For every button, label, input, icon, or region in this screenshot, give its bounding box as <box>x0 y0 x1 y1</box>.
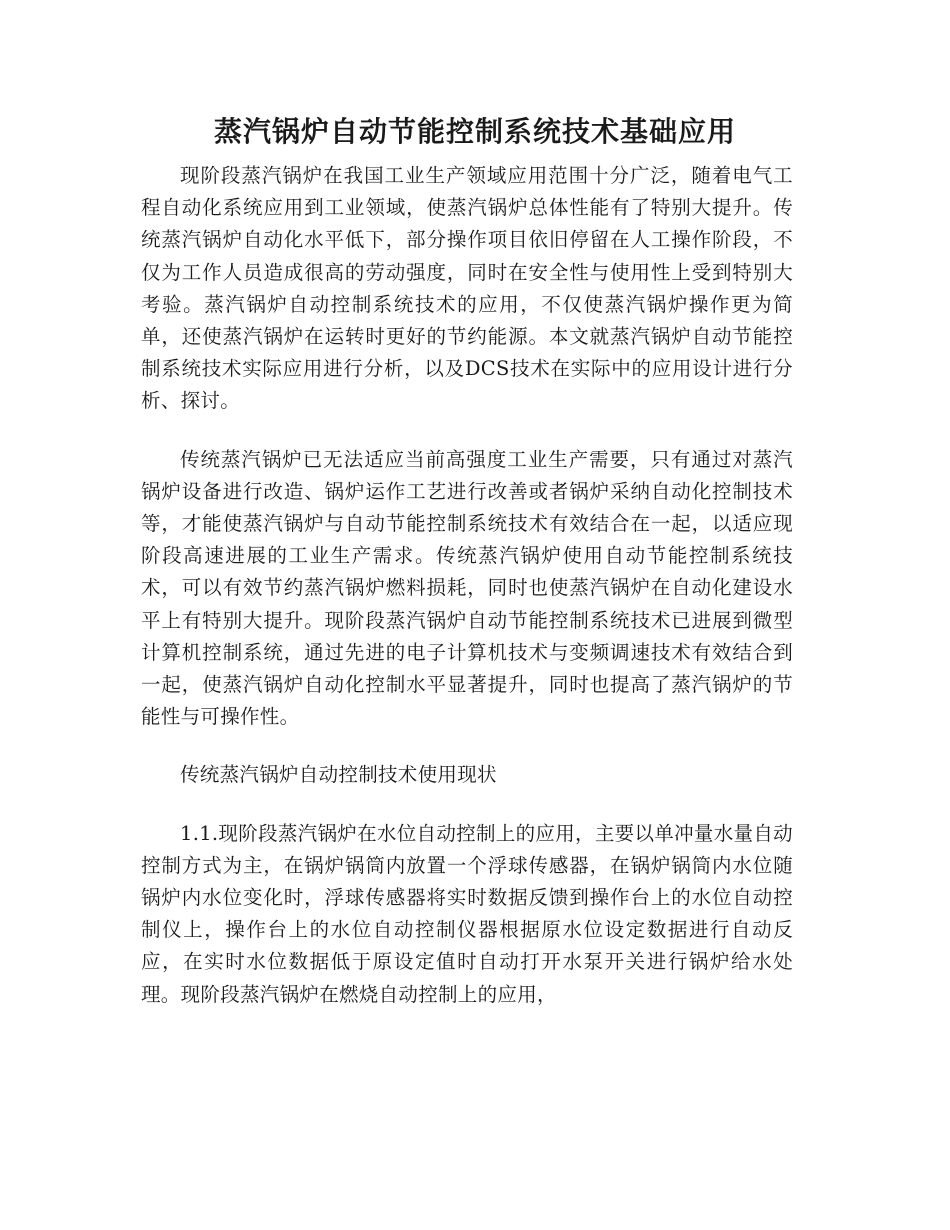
paragraph-intro: 现阶段蒸汽锅炉在我国工业生产领域应用范围十分广泛，随着电气工程自动化系统应用到工业领域，使蒸汽锅炉总体性能有了特别大提升。传统蒸汽锅炉自动化水平低下，部分操作项目依旧停留在人工操作阶段，不仅为工作人员造成很高的劳动强度，同时在安全性与使用性上受到特别大考验。蒸汽锅炉自动控制系统技术的应用，不仅使蒸汽锅炉操作更为简单，还使蒸汽锅炉在运转时更好的节约能源。本文就蒸汽锅炉自动节能控制系统技术实际应用进行分析，以及DCS技术在实际中的应用设计进行分析、探讨。 <box>141 164 793 413</box>
section-heading: 传统蒸汽锅炉自动控制技术使用现状 <box>180 763 497 787</box>
paragraph-water-level: 1.1.现阶段蒸汽锅炉在水位自动控制上的应用，主要以单冲量水量自动控制方式为主，在锅炉锅筒内放置一个浮球传感器，在锅炉锅筒内水位随锅炉内水位变化时，浮球传感器将实时数据反馈到操作台上的水位自动控制仪上，操作台上的水位自动控制仪器根据原水位设定数据进行自动反应，在实时水位数据低于原设定值时自动打开水泵开关进行锅炉给水处理。现阶段蒸汽锅炉在燃烧自动控制上的应用， <box>141 821 793 1006</box>
document-title: 蒸汽锅炉自动节能控制系统技术基础应用 <box>213 115 736 148</box>
document-body <box>141 160 793 1011</box>
paragraph-traditional: 传统蒸汽锅炉已无法适应当前高强度工业生产需要，只有通过对蒸汽锅炉设备进行改造、锅炉运作工艺进行改善或者锅炉采纳自动化控制技术等，才能使蒸汽锅炉与自动节能控制系统技术有效结合在一起，以适应现阶段高速进展的工业生产需求。传统蒸汽锅炉使用自动节能控制系统技术，可以有效节约蒸汽锅炉燃料损耗，同时也使蒸汽锅炉在自动化建设水平上有特别大提升。现阶段蒸汽锅炉自动节能控制系统技术已进展到微型计算机控制系统，通过先进的电子计算机技术与变频调速技术有效结合到一起，使蒸汽锅炉自动化控制水平显著提升，同时也提高了蒸汽锅炉的节能性与可操作性。 <box>141 447 793 729</box>
